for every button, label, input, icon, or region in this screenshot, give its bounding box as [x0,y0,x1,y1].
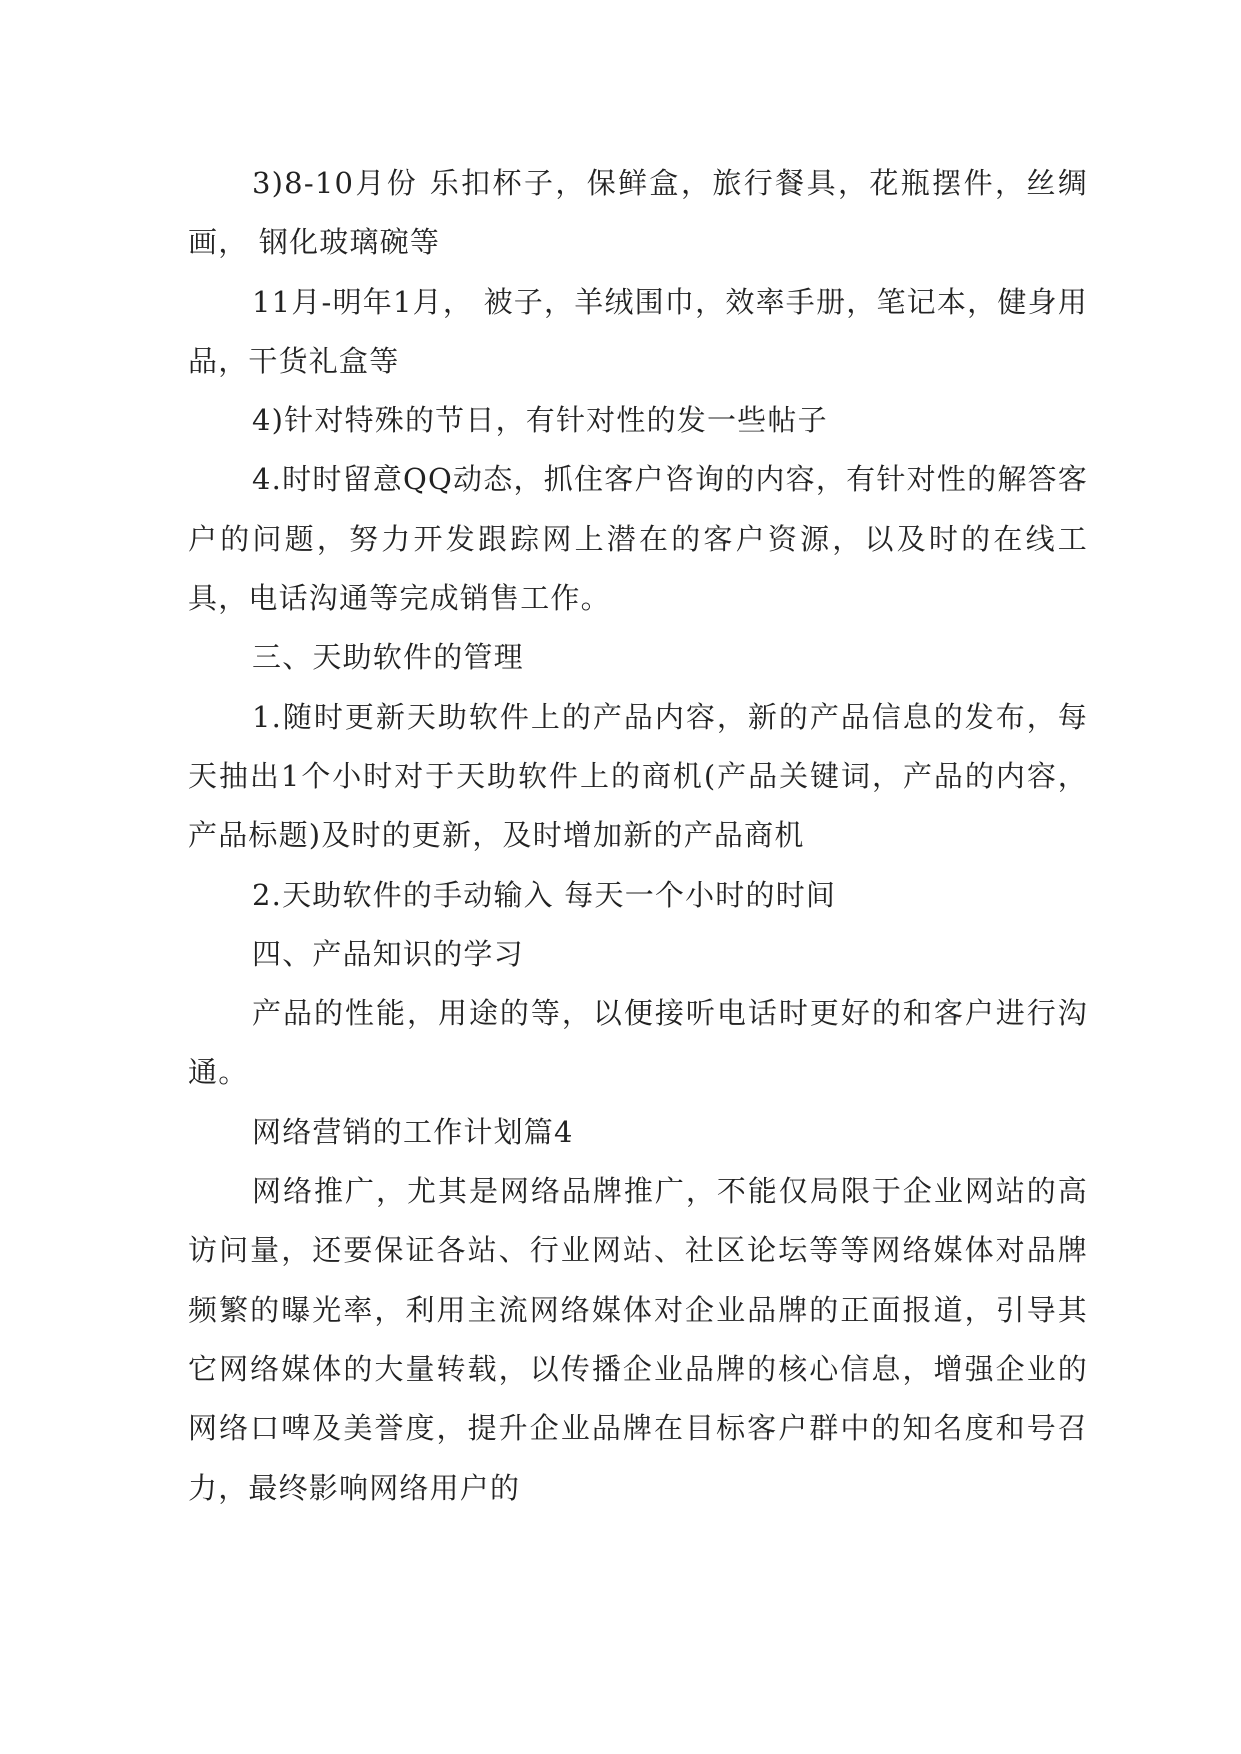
paragraph: 3)8-10月份 乐扣杯子，保鲜盒，旅行餐具，花瓶摆件，丝绸画， 钢化玻璃碗等 [188,166,1088,260]
paragraph: 产品的性能，用途的等，以便接听电话时更好的和客户进行沟通。 [188,996,1088,1090]
section-heading: 四、产品知识的学习 [252,936,524,971]
paragraph: 4.时时留意QQ动态，抓住客户咨询的内容，有针对性的解答客户的问题，努力开发跟踪网上潜在的客户资源，以及时的在线工具，电话沟通等完成销售工作。 [188,462,1088,616]
paragraph: 4)针对特殊的节日，有针对性的发一些帖子 [252,403,828,438]
paragraph: 1.随时更新天助软件上的产品内容，新的产品信息的发布，每天抽出1个小时对于天助软件上的商机(产品关键词，产品的内容，产品标题)及时的更新，及时增加新的产品商机 [188,699,1088,853]
document-body [188,154,1088,1518]
paragraph: 11月-明年1月， 被子，羊绒围巾，效率手册，笔记本，健身用品，干货礼盒等 [188,284,1088,378]
section-heading: 三、天助软件的管理 [252,640,524,675]
paragraph: 网络推广，尤其是网络品牌推广，不能仅局限于企业网站的高访问量，还要保证各站、行业网站、社区论坛等等网络媒体对品牌频繁的曝光率，利用主流网络媒体对企业品牌的正面报道，引导其它网络媒体的大量转载，以传播企业品牌的核心信息，增强企业的网络口啤及美誉度，提升企业品牌在目标客户群中的知名度和号召力，最终影响网络用户的 [188,1174,1088,1505]
article-heading: 网络营销的工作计划篇4 [252,1114,574,1149]
paragraph: 2.天助软件的手动输入 每天一个小时的时间 [252,877,837,912]
